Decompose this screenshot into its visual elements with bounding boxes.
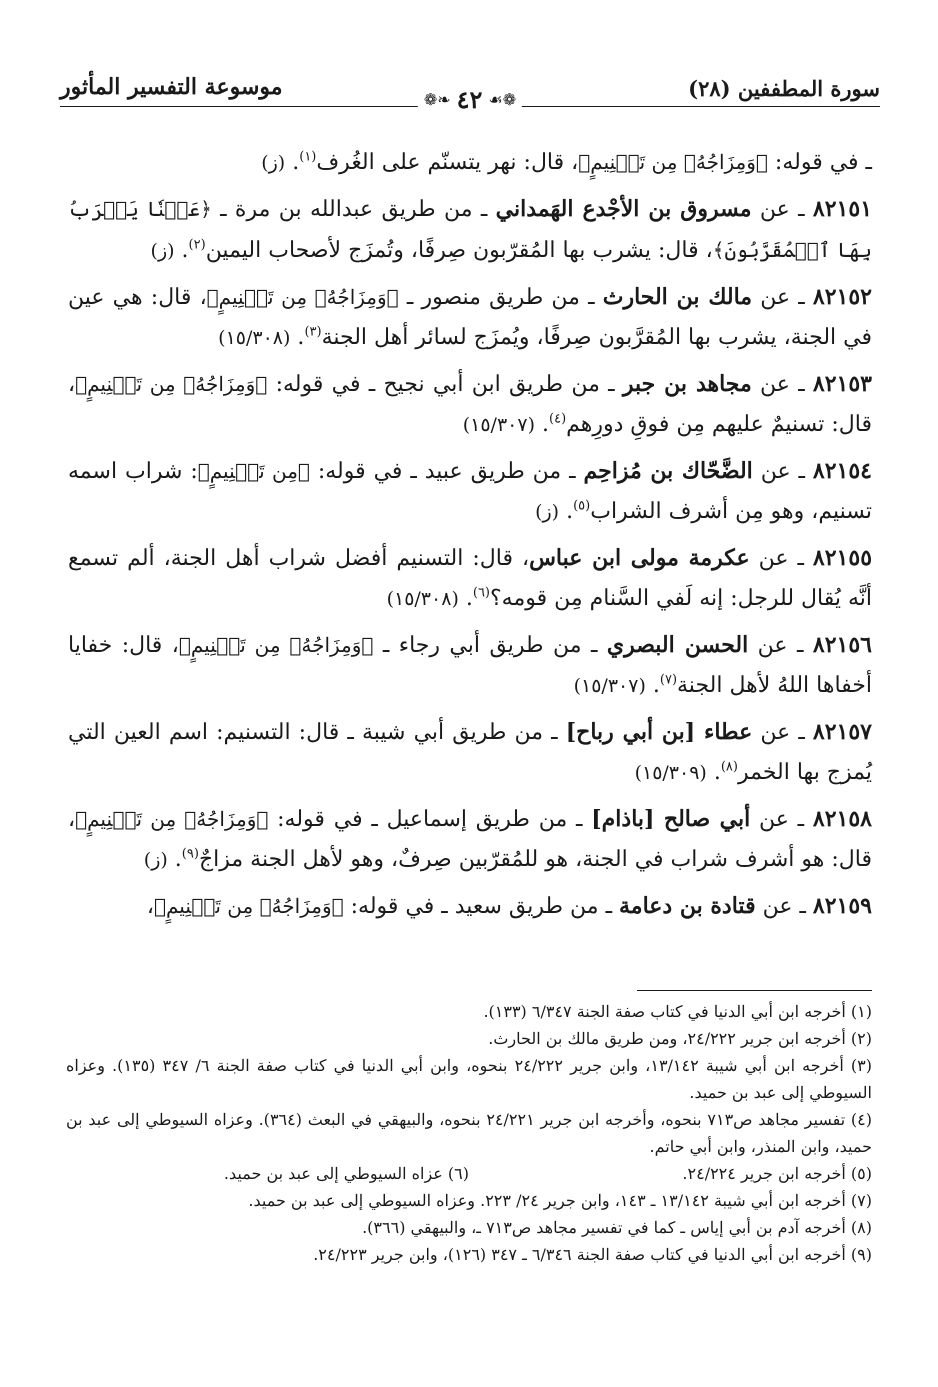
entry-text: ـ من طريق أبي شيبة ـ قال: التسنيم: اسم العين التي يُمزج بها الخمر bbox=[68, 720, 872, 785]
quran-verse: ﴿وَمِزَاجُهُۥ مِن تَسۡنِيمٍ﴾ bbox=[75, 807, 269, 831]
entry-text: : شراب اسمه تسنيم، وهو مِن أشرف الشراب bbox=[68, 459, 872, 524]
entry-text: . bbox=[535, 412, 549, 437]
quran-verse: ﴿وَمِزَاجُهُۥ مِن تَسۡنِيمٍ﴾ bbox=[206, 285, 399, 309]
footnote-marker: (٧) bbox=[659, 672, 678, 688]
footnote-9: (٩) أخرجه ابن أبي الدنيا في كتاب صفة الجنة ٦/٣٤٦ ـ ٣٤٧ (١٢٦)، وابن جرير ٢٤/٢٢٣. bbox=[313, 1245, 872, 1264]
quran-verse: ﴿مِن تَسۡنِيمٍ﴾ bbox=[197, 459, 310, 483]
narrator-name: مجاهد بن جبر bbox=[622, 371, 752, 397]
source-reference: (١٥/٣٠٨) bbox=[218, 327, 291, 349]
footnote-7: (٧) أخرجه ابن أبي شيبة ١٣/١٤٢ ـ ١٤٣، وابن جرير ٢٤/ ٢٢٣. وعزاه السيوطي إلى عبد بن حميد. bbox=[248, 1191, 872, 1210]
narration-number: ٨٢١٥٥ bbox=[812, 545, 873, 571]
entry-text: . bbox=[559, 499, 574, 524]
entry-text: ، قال: هو أشرف شراب في الجنة، هو للمُقرّبين صِرفٌ، وهو لأهل الجنة مزاجٌ bbox=[68, 807, 872, 872]
entry-text: ـ عن bbox=[755, 894, 813, 919]
narration-number: ٨٢١٥٢ bbox=[812, 284, 872, 310]
footnotes bbox=[66, 998, 872, 1268]
footnote-marker: (٤) bbox=[549, 411, 567, 427]
entry-text: ـ من طريق إسماعيل ـ في قوله: bbox=[268, 807, 592, 832]
footnote-1: (١) أخرجه ابن أبي الدنيا في كتاب صفة الجنة ٦/٣٤٧ (١٣٣). bbox=[483, 1002, 872, 1021]
entry-text: . bbox=[167, 847, 182, 872]
footnote-marker: (٨) bbox=[720, 759, 738, 775]
entry-text: ، قال: هي عين في الجنة، يشرب بها المُقرَّبون صِرفًا، ويُمزَج لسائر أهل الجنة bbox=[68, 285, 872, 350]
entry-text: ـ عن bbox=[752, 285, 813, 310]
entry-text: . bbox=[174, 238, 189, 263]
narration-number: ٨٢١٥٤ bbox=[812, 458, 872, 484]
entry-text: ـ من طريق عبدالله بن مرة ـ bbox=[211, 197, 496, 222]
narration-entry bbox=[68, 712, 872, 793]
narration-entry bbox=[68, 799, 872, 880]
entry-text: ـ عن bbox=[748, 633, 813, 658]
source-reference: (١٥/٣٠٧) bbox=[573, 675, 646, 697]
book-title: موسوعة التفسير المأثور bbox=[60, 74, 283, 100]
source-reference: (١٥/٣٠٨) bbox=[386, 588, 459, 610]
footnote-5: (٥) أخرجه ابن جرير ٢٤/٢٢٤. bbox=[682, 1164, 872, 1183]
narration-entry bbox=[68, 189, 872, 271]
narration-entry bbox=[68, 142, 872, 183]
source-reference: (ز) bbox=[535, 501, 560, 523]
entry-text: ، قال: يشرب بها المُقرّبون صِرفًا، وتُمزَج لأصحاب اليمين bbox=[205, 238, 713, 263]
narrator-name: قتادة بن دعامة bbox=[619, 893, 756, 919]
entry-text: ـ من طريق سعيد ـ في قوله: bbox=[343, 894, 620, 919]
narrator-name: عكرمة مولى ابن عباس bbox=[529, 545, 750, 571]
page-header bbox=[60, 70, 880, 132]
entry-text: ـ من طريق منصور ـ bbox=[398, 285, 603, 310]
entry-text: ـ عن bbox=[751, 372, 813, 397]
narration-number: ٨٢١٥٣ bbox=[812, 371, 872, 397]
ornament-right-icon: ☙❁ bbox=[488, 90, 517, 109]
entry-text: ـ في قوله: bbox=[767, 150, 872, 175]
source-reference: (ز) bbox=[150, 240, 175, 262]
entry-text: ، قال: تسنيمٌ عليهم مِن فوقِ دورِهم bbox=[68, 372, 872, 437]
narration-number: ٨٢١٥٨ bbox=[812, 806, 872, 832]
entry-text: ، قال: التسنيم أفضل شراب أهل الجنة، ألم تسمع أنَّه يُقال للرجل: إنه لَفي السَّنام مِن قومه؟ bbox=[68, 546, 872, 611]
entry-text: ـ عن bbox=[752, 720, 813, 745]
footnote-marker: (١) bbox=[299, 149, 317, 165]
page-number-ornament bbox=[418, 85, 522, 114]
entry-text: . bbox=[458, 586, 473, 611]
entry-text: ـ عن bbox=[749, 546, 813, 571]
entry-text: ـ من طريق عبيد ـ في قوله: bbox=[309, 459, 584, 484]
ornament-left-icon: ❁❧ bbox=[423, 90, 451, 109]
footnote-marker: (٢) bbox=[188, 237, 206, 253]
entry-text: . bbox=[706, 760, 721, 785]
quran-verse: ﴿وَمِزَاجُهُۥ مِن تَسۡنِيمٍ﴾ bbox=[578, 150, 768, 174]
footnote-4: (٤) تفسير مجاهد ص٧١٣ بنحوه، وأخرجه ابن جرير ٢٤/٢٢١ بنحوه، والبيهقي في البعث (٣٦٤). وعزاه السيوطي إلى عبد بن حميد، وابن المنذر، وابن أبي حاتم. bbox=[66, 1110, 872, 1156]
footnote-marker: (٩) bbox=[181, 846, 199, 862]
main-text bbox=[68, 142, 872, 933]
narration-number: ٨٢١٥٩ bbox=[812, 893, 872, 919]
quran-verse: ﴿وَمِزَاجُهُۥ مِن تَسۡنِيمٍ﴾ bbox=[178, 633, 374, 657]
narration-entry bbox=[68, 451, 872, 532]
source-reference: (ز) bbox=[143, 849, 168, 871]
narration-number: ٨٢١٥٦ bbox=[812, 632, 872, 658]
footnote-marker: (٦) bbox=[472, 585, 490, 601]
footnote-3: (٣) أخرجه ابن أبي شيبة ١٣/١٤٢، وابن جرير ٢٤/٢٢٢ بنحوه، وابن أبي الدنيا في كتاب صفة الجنة ٦/ ٣٤٧ (١٣٥). وعزاه السيوطي إلى عبد بن حميد. bbox=[66, 1056, 873, 1102]
narration-number: ٨٢١٥٧ bbox=[812, 719, 872, 745]
footnote-marker: (٣) bbox=[304, 324, 322, 340]
entry-text: ـ من طريق ابن أبي نجيح ـ في قوله: bbox=[267, 372, 623, 397]
narration-entry bbox=[68, 364, 872, 445]
entry-text: . bbox=[285, 150, 300, 175]
entry-text: ـ عن bbox=[751, 197, 813, 222]
narration-entry bbox=[68, 886, 872, 927]
footnote-8: (٨) أخرجه آدم بن أبي إياس ـ كما في تفسير مجاهد ص٧١٣ ـ، والبيهقي (٣٦٦). bbox=[362, 1218, 872, 1237]
narration-number: ٨٢١٥١ bbox=[812, 196, 873, 222]
source-reference: (١٥/٣٠٧) bbox=[462, 414, 535, 436]
narrator-name: الحسن البصري bbox=[606, 632, 749, 658]
footnote-6: (٦) عزاه السيوطي إلى عبد بن حميد. bbox=[223, 1164, 469, 1183]
footnote-marker: (٥) bbox=[573, 498, 591, 514]
entry-text: ، قال: نهر يتسنّم على الغُرف bbox=[316, 150, 579, 175]
narrator-name: مسروق بن الأجْدع الهَمداني bbox=[495, 196, 752, 222]
entry-text: . bbox=[645, 673, 660, 698]
narrator-name: أبي صالح [باذام] bbox=[591, 806, 751, 832]
surah-title: سورة المطففين (٢٨) bbox=[688, 76, 880, 101]
quran-verse: ﴿عَيۡنٗا يَشۡرَبُ بِهَا ٱلۡمُقَرَّبُونَ﴾ bbox=[68, 197, 872, 262]
quran-verse: ﴿وَمِزَاجُهُۥ مِن تَسۡنِيمٍ﴾ bbox=[153, 894, 344, 918]
footnote-rule bbox=[637, 990, 872, 991]
entry-text: ، قال: خفايا أخفاها اللهُ لأهل الجنة bbox=[68, 633, 872, 698]
entry-text: ـ عن bbox=[752, 459, 813, 484]
source-reference: (ز) bbox=[261, 152, 286, 174]
entry-text: ـ عن bbox=[750, 807, 813, 832]
quran-verse: ﴿وَمِزَاجُهُۥ مِن تَسۡنِيمٍ﴾ bbox=[75, 372, 268, 396]
footnote-pair-5-6 bbox=[66, 1160, 872, 1187]
entry-text: . bbox=[290, 325, 305, 350]
entry-text: ـ من طريق أبي رجاء ـ bbox=[373, 633, 607, 658]
narration-entry bbox=[68, 538, 872, 619]
narration-entry bbox=[68, 277, 872, 358]
source-reference: (١٥/٣٠٩) bbox=[634, 762, 707, 784]
entry-text: ، bbox=[146, 894, 154, 919]
narrator-name: عطاء [بن أبي رباح] bbox=[565, 719, 753, 745]
narrator-name: الضَّحّاك بن مُزاحِم bbox=[583, 458, 753, 484]
footnote-2: (٢) أخرجه ابن جرير ٢٤/٢٢٢، ومن طريق مالك بن الحارث. bbox=[488, 1029, 872, 1048]
page-number: ٤٢ bbox=[456, 85, 483, 114]
narrator-name: مالك بن الحارث bbox=[602, 284, 753, 310]
narration-entry bbox=[68, 625, 872, 706]
